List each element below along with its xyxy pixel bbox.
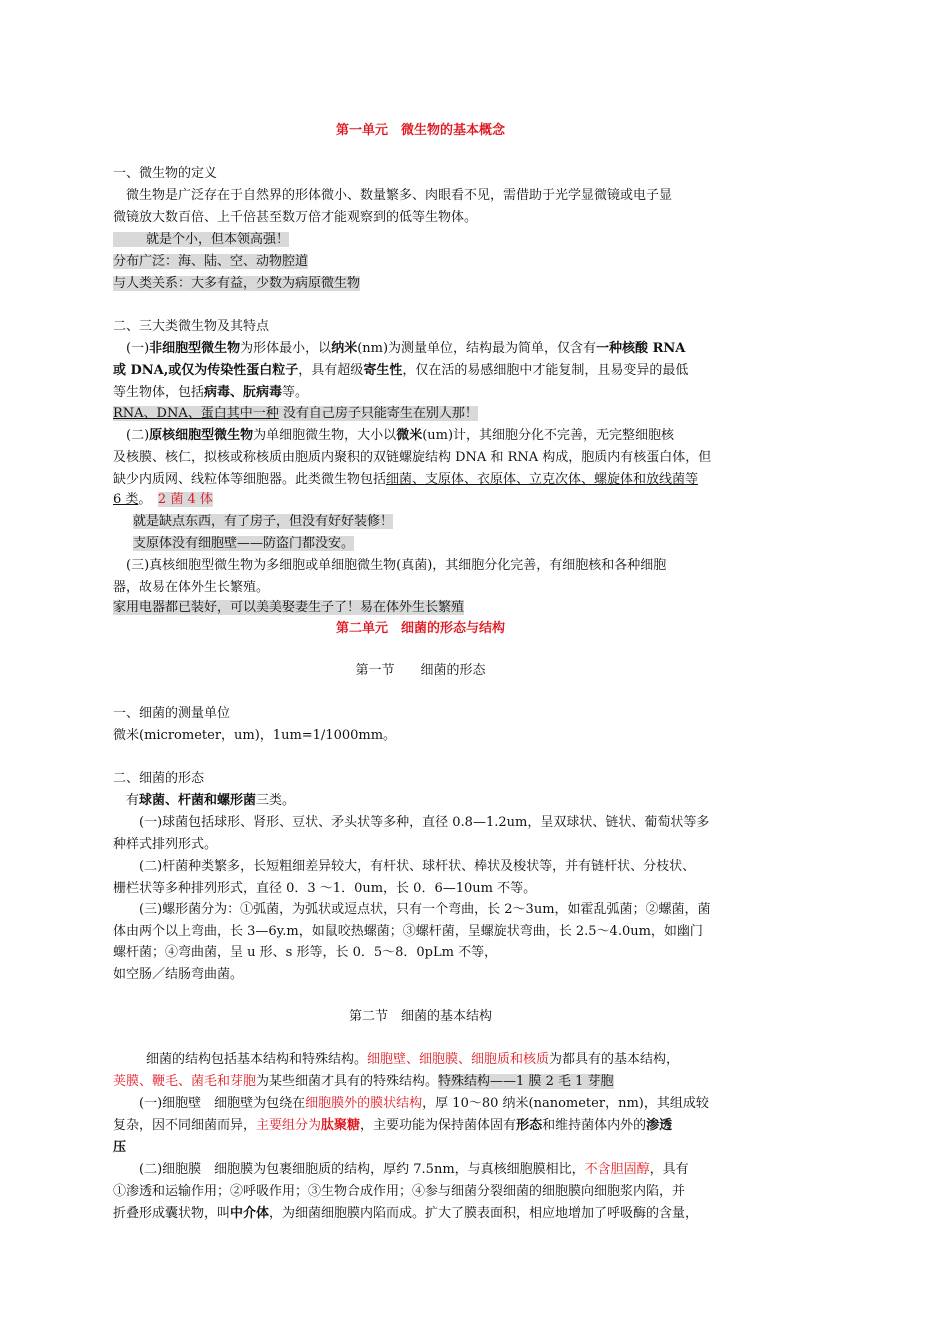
note-small-powerful-text: 就是个小，但本领高强！	[113, 232, 289, 247]
note-human-relation	[113, 273, 360, 295]
cocci-line-1: (一)球菌包括球形、肾形、豆状、矛头状等多种，直径 0.8—1.2um，呈双球状、链状、葡萄状等多	[139, 815, 710, 830]
note-parasite: RNA、DNA、蛋白其中一种 没有自己房子只能寄生在别人那！	[113, 406, 478, 421]
unit2-title: 第二单元 细菌的形态与结构	[335, 621, 505, 636]
prokaryote-line-2: 及核膜、核仁，拟核或称核质由胞质内聚积的双链螺旋结构 DNA 和 RNA 构成，胞质内有核蛋白体，但	[113, 450, 712, 465]
acellular-line-2: 或 DNA,或仅为传染性蛋白粒子，具有超级寄生性，仅在活的易感细胞中才能复制，且易变异的最低	[113, 363, 689, 378]
unit1-s1-heading: 一、微生物的定义	[113, 166, 218, 181]
eukaryote-line-2: 器，故易在体外生长繁殖。	[113, 580, 270, 595]
cocci-line-2: 种样式排列形式。	[113, 837, 218, 852]
bacilli-line-2: 栅栏状等多种排列形式，直径 0．3 ～1．0um，长 0．6—10um 不等。	[113, 881, 537, 896]
note-mycoplasma	[133, 533, 354, 555]
unit1-s2-heading: 二、三大类微生物及其特点	[113, 319, 270, 334]
definition-line-1: 微生物是广泛存在于自然界的形体微小、数量繁多、肉眼看不见，需借助于光学显微镜或电子显	[126, 188, 673, 203]
cell-membrane-line-2: ①渗透和运输作用；②呼吸作用；③生物合成作用；④参与细菌分裂细菌的细胞膜向细胞浆内陷，并	[113, 1184, 686, 1199]
bacilli-line-1: (二)杆菌种类繁多，长短粗细差异较大，有杆状、球杆状、棒状及梭状等，并有链杆状、分枝状、	[139, 859, 696, 874]
section2-title: 第二节 细菌的基本结构	[348, 1009, 492, 1024]
measurement-heading: 一、细菌的测量单位	[113, 706, 231, 721]
note-appliances-text: 家用电器都已装好，可以美美娶妻生子了！易在体外生长繁殖	[113, 600, 465, 615]
structure-line-2: 荚膜、鞭毛、菌毛和芽胞为某些细菌才具有的特殊结构。特殊结构——1 膜 2 毛 1 芽胞	[113, 1074, 614, 1089]
cell-wall-line-1: (一)细胞壁 细胞壁为包绕在细胞膜外的膜状结构，厚 10～80 纳米(nanometer，nm)，其组成较	[139, 1096, 709, 1111]
note-mycoplasma-text: 支原体没有细胞壁——防盗门都没安。	[133, 536, 355, 551]
definition-line-2: 微镜放大数百倍、上千倍甚至数万倍才能观察到的低等生物体。	[113, 210, 478, 225]
cell-wall-line-2: 复杂，因不同细菌而异，主要组分为肽聚糖，主要功能为保持菌体固有形态和维持菌体内外的渗透	[113, 1118, 673, 1133]
spiral-line-2: 体由两个以上弯曲，长 3—6y.m，如鼠咬热螺菌；③螺杆菌，呈螺旋状弯曲，长 2.5～4.0um，如幽门	[113, 924, 703, 939]
cell-wall-line-3: 压	[113, 1140, 127, 1155]
note-renovation-text: 就是缺点东西，有了房子，但没有好好装修！	[133, 514, 394, 529]
note-distribution-text: 分布广泛：海、陆、空、动物腔道	[113, 254, 309, 269]
acellular-line-1: (一)非细胞型微生物为形体最小，以纳米(nm)为测量单位，结构最为简单，仅含有一种核酸 RNA	[126, 341, 686, 356]
spiral-line-3: 螺杆菌；④弯曲菌，呈 u 形、s 形等，长 0．5～8．0pLm 不等，	[113, 945, 498, 960]
prokaryote-line-1: (二)原核细胞型微生物为单细胞微生物，大小以微米(um)计，其细胞分化不完善，无完整细胞核	[126, 428, 675, 443]
measurement-text: 微米(micrometer，um)，1um=1/1000mm。	[113, 728, 397, 743]
prokaryote-line-3: 缺少内质网、线粒体等细胞器。此类微生物包括细菌、支原体、衣原体、立克次体、螺旋体和放线菌等	[113, 472, 699, 487]
note-distribution	[113, 251, 308, 273]
note-human-relation-text: 与人类关系：大多有益，少数为病原微生物	[113, 276, 361, 291]
spiral-line-4: 如空肠／结肠弯曲菌。	[113, 967, 244, 982]
cell-membrane-line-1: (二)细胞膜 细胞膜为包裹细胞质的结构，厚约 7.5nm，与真核细胞膜相比，不含胆固醇，具有	[139, 1162, 689, 1177]
prokaryote-line-4: 6 类。 2 菌 4 体	[113, 492, 213, 507]
morphology-intro: 有球菌、杆菌和螺形菌三类。	[126, 793, 296, 808]
structure-line-1: 细菌的结构包括基本结构和特殊结构。细胞壁、细胞膜、细胞质和核质为都具有的基本结构，	[146, 1052, 680, 1067]
unit1-title: 第一单元 微生物的基本概念	[335, 123, 505, 138]
note-small-powerful	[113, 229, 289, 251]
section1-title: 第一节 细菌的形态	[355, 663, 486, 678]
note-appliances	[113, 597, 464, 619]
acellular-line-3: 等生物体，包括病毒、朊病毒等。	[113, 385, 309, 400]
eukaryote-line-1: (三)真核细胞型微生物为多细胞或单细胞微生物(真菌)，其细胞分化完善，有细胞核和各种细胞	[126, 558, 667, 573]
morphology-heading: 二、细菌的形态	[113, 771, 205, 786]
cell-membrane-line-3: 折叠形成囊状物，叫中介体，为细菌细胞膜内陷而成。扩大了膜表面积，相应地增加了呼吸酶的含量，	[113, 1206, 699, 1221]
spiral-line-1: (三)螺形菌分为：①弧菌，为弧状或逗点状，只有一个弯曲，长 2～3um，如霍乱弧菌；②螺菌，菌	[139, 902, 711, 917]
note-renovation	[133, 511, 393, 533]
